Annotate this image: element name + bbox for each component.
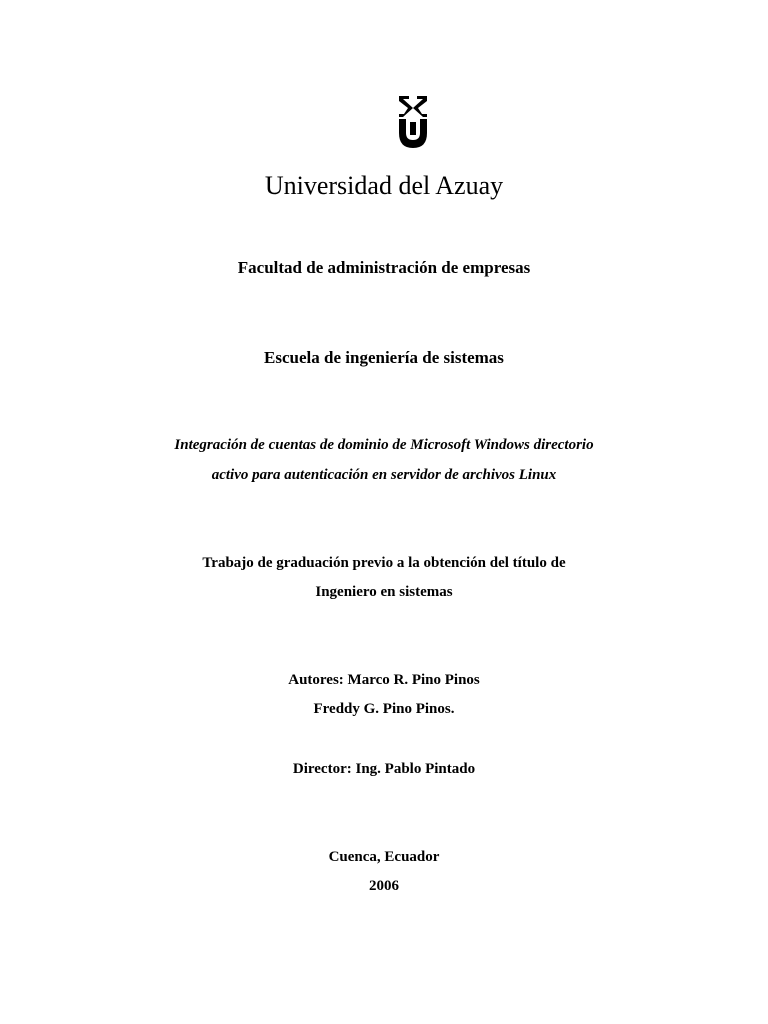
year-line: 2006: [369, 878, 399, 894]
author-line: Freddy G. Pino Pinos.: [313, 701, 455, 717]
school-name: Escuela de ingeniería de sistemas: [264, 348, 504, 367]
degree-line: Ingeniero en sistemas: [315, 584, 453, 600]
place-line: Cuenca, Ecuador: [328, 849, 440, 865]
faculty-name: Facultad de administración de empresas: [237, 258, 531, 277]
degree-line: Trabajo de graduación previo a la obtención del título de: [202, 555, 566, 571]
author-line: Autores: Marco R. Pino Pinos: [288, 672, 480, 688]
thesis-title-line: Integración de cuentas de dominio de Microsoft Windows directorio: [174, 437, 594, 453]
university-crest-icon: [393, 95, 433, 149]
university-name: Universidad del Azuay: [264, 171, 504, 200]
thesis-title-line: activo para autenticación en servidor de archivos Linux: [211, 467, 557, 483]
director-line: Director: Ing. Pablo Pintado: [292, 761, 476, 777]
